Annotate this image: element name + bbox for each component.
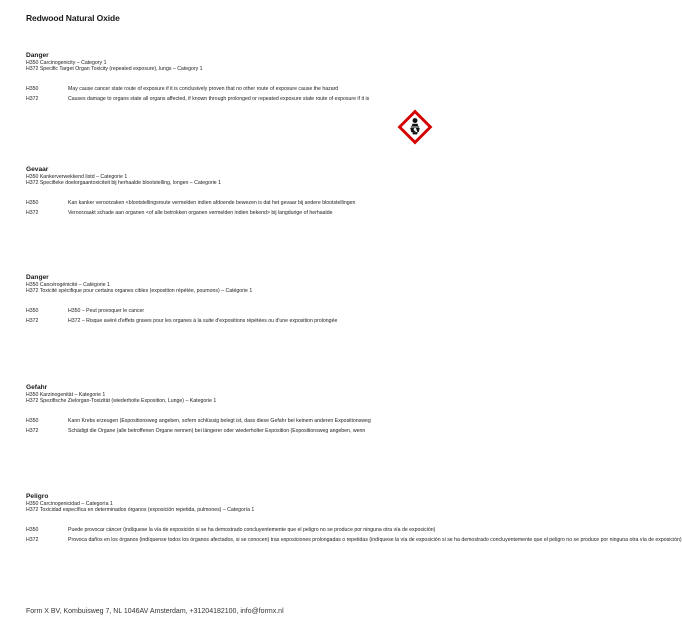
hazard-statement (26, 536, 682, 543)
hazard-section-dutch (26, 165, 426, 219)
statement-code: H372 (26, 209, 39, 216)
document-title: Redwood Natural Oxide (26, 13, 120, 23)
hazard-statement (26, 308, 426, 314)
classification-line: H350 Karzinogenität – Kategorie 1 (26, 392, 106, 398)
classification-line: H350 Carcinogenicidad – Categoría 1 (26, 501, 113, 507)
hazard-statement (26, 86, 426, 92)
statement-code: H372 (26, 95, 39, 102)
classification-line: H350 Carcinogenicity – Category 1 (26, 60, 107, 66)
statement-code: H350 (26, 526, 39, 533)
hazard-statement (26, 526, 436, 533)
hazard-statement (26, 428, 426, 434)
classification-line: H372 Spezifische Zielorgan-Toxizität (wiederholte Exposition, Lunge) – Kategorie 1 (26, 398, 217, 405)
hazard-section-german (26, 383, 426, 437)
statement-text: Provoca daños en los órganos (indíquense todos los órganos afectados, si se conocen) tras exposiciones prolongadas o repetidas (indíquese la vía de exposición si se ha demostrado concluyentemente que el peligro no se produce por ninguna otra vía de exposición) (68, 536, 682, 543)
hazard-statement (26, 418, 426, 424)
statement-code: H350 (26, 307, 39, 314)
statement-text: H372 – Risque avéré d'effets graves pour les organes à la suite d'expositions répétées ou d'une exposition prolongée (68, 317, 338, 324)
signal-word: Gevaar (26, 166, 49, 173)
hazard-statement (26, 96, 426, 102)
hazard-statement (26, 210, 426, 216)
statement-text: H350 – Peut provoquer le cancer (68, 307, 145, 314)
hazard-statement (26, 200, 426, 206)
statement-code: H372 (26, 317, 39, 324)
company-footer: Form X BV, Kombuisweg 7, NL 1046AV Amsterdam, +31204182100, info@formx.nl (26, 608, 284, 615)
statement-text: Kan kanker veroorzaken <blootstellingsroute vermelden indien afdoende bewezen is dat het gevaar bij andere blootstellingen (68, 199, 356, 206)
hazard-statement (26, 318, 426, 324)
statement-text: Schädigt die Organe (alle betroffenen Organe nennen) bei längerer oder wiederholter Exposition (Expositionsweg angeben, wenn (68, 427, 366, 434)
classification-line: H372 Specific Target Organ Toxicity (repeated exposure), lungs – Category 1 (26, 66, 203, 73)
classification-line: H350 Cancérogénicité – Catégorie 1 (26, 282, 110, 288)
hazard-section-english (26, 51, 426, 105)
signal-word: Danger (26, 52, 49, 59)
hazard-section-french (26, 273, 426, 327)
classification-line: H372 Toxicité spécifique pour certains organes cibles (exposition répétée, poumons) – Catégorie 1 (26, 288, 253, 295)
signal-word: Peligro (26, 493, 49, 500)
statement-text: Kann Krebs erzeugen (Expositionsweg angeben, sofern schlüssig belegt ist, dass diese Gefahr bei keinem anderen Expositionsweg (68, 417, 371, 424)
statement-code: H350 (26, 85, 39, 92)
statement-code: H350 (26, 417, 39, 424)
signal-word: Gefahr (26, 384, 48, 391)
statement-text: Causes damage to organs state all organs affected, if known through prolonged or repeated exposure state route of exposure if it is (68, 95, 370, 102)
classification-line: H350 Kankerverwekkend listd – Categorie 1 (26, 174, 128, 180)
statement-code: H372 (26, 536, 39, 543)
statement-text: Veroorzaakt schade aan organen <of alle betrokken organen vermelden indien bekend> bij langdurige of herhaalde (68, 209, 333, 216)
statement-text: Puede provocar cáncer (indíquese la vía de exposición si se ha demostrado concluyentemente que el peligro no se produce por ninguna otra vía de exposición) (68, 526, 436, 533)
statement-text: May cause cancer state route of exposure if it is conclusively proven that no other route of exposure cause the hazard (68, 85, 339, 92)
health-hazard-icon (396, 108, 434, 146)
statement-code: H350 (26, 199, 39, 206)
hazard-section-spanish (26, 492, 682, 546)
classification-line: H372 Toxicidad específica en determinados órganos (exposición repetida, pulmones) – Categoría 1 (26, 507, 255, 514)
statement-code: H372 (26, 427, 39, 434)
signal-word: Danger (26, 274, 49, 281)
classification-line: H372 Specifieke doelorgaantoxiciteit bij herhaalde blootstelling, longen – Categorie 1 (26, 180, 221, 187)
